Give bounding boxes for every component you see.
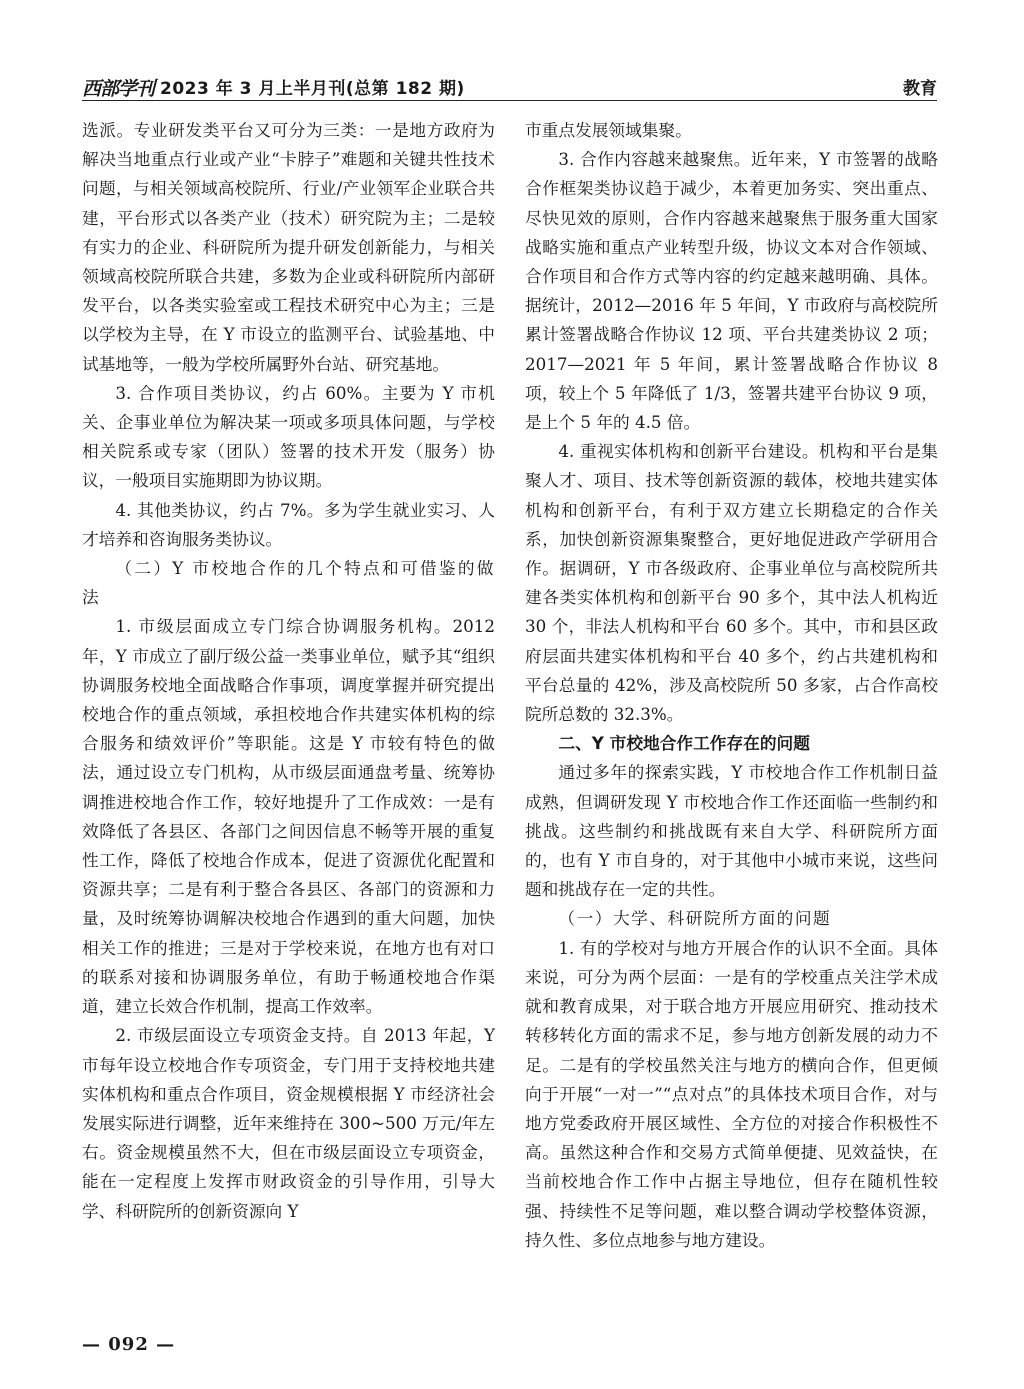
paragraph: 3. 合作内容越来越聚焦。近年来，Y 市签署的战略合作框架类协议趋于减少，本着更加务实、突出重点、尽快见效的原则，合作内容越来越聚焦于服务重大国家战略实施和重点产业转型升级，协议文本对合作领域、合作项目和合作方式等内容的约定越来越明确、具体。据统计，2012—2016 年 5 年间，Y 市政府与高校院所累计签署战略合作协议 12 项、平台共建类协议 2 项；2017—2021 年 5 年间，累计签署战略合作协议 8 项，较上个 5 年降低了 1/3，签署共建平台协议 9 项，是上个 5 年的 4.5 倍。: [525, 149, 938, 433]
page-number: — 092 —: [82, 1334, 176, 1355]
paragraph: 通过多年的探索实践，Y 市校地合作工作机制日益成熟，但调研发现 Y 市校地合作工作还面临一些制约和挑战。这些制约和挑战既有来自大学、科研院所方面的，也有 Y 市自身的，对于其他中小城市来说，这些问题和挑战存在一定的共性。: [525, 762, 938, 900]
paragraph: 1. 有的学校对与地方开展合作的认识不全面。具体来说，可分为两个层面：一是有的学校重点关注学术成就和教育成果，对于联合地方开展应用研究、推动技术转移转化方面的需求不足，参与地方创新发展的动力不足。二是有的学校虽然关注与地方的横向合作，但更倾向于开展“一对一”“点对点”的具体技术项目合作，对与地方党委政府开展区域性、全方位的对接合作积极性不高。虽然这种合作和交易方式简单便捷、见效益快，在当前校地合作工作中占据主导地位，但存在随机性较强、持续性不足等问题，难以整合调动学校整体资源，持久性、多位点地参与地方建设。: [525, 937, 938, 1250]
header-rule: [82, 100, 937, 101]
paragraph: 市重点发展领域集聚。: [525, 120, 692, 140]
paragraph: 1. 市级层面成立专门综合协调服务机构。2012 年，Y 市成立了副厅级公益一类事业单位，赋予其“组织协调服务校地全面战略合作事项，调度掌握并研究提出校地合作的重点领域，承担校地合作共建实体机构的综合服务和绩效评价”等职能。这是 Y 市较有特色的做法，通过设立专门机构，从市级层面通盘考量、统筹协调推进校地合作工作，较好地提升了工作成效：一是有效降低了各县区、各部门之间因信息不畅等开展的重复性工作，降低了校地合作成本，促进了资源优化配置和资源共享；二是有利于整合各县区、各部门的资源和力量，及时统筹协调解决校地合作遇到的重大问题，加快相关工作的推进；三是对于学校来说，在地方也有对口的联系对接和协调服务单位，有助于畅通校地合作渠道，建立长效合作机制，提高工作效率。: [82, 616, 495, 1017]
section-heading: 二、Y 市校地合作工作存在的问题: [558, 733, 810, 754]
left-column: [82, 116, 495, 1226]
journal-logo: 西部学刊: [82, 78, 155, 100]
page-header: [82, 72, 937, 100]
paragraph: 4. 其他类协议，约占 7%。多为学生就业实习、人才培养和咨询服务类协议。: [82, 499, 495, 549]
paragraph: 选派。专业研发类平台又可分为三类：一是地方政府为解决当地重点行业或产业“卡脖子”难题和关键共性技术问题，与相关领域高校院所、行业/产业领军企业联合共建，平台形式以各类产业（技术）研究院为主；二是较有实力的企业、科研院所为提升研发创新能力，与相关领域高校院所联合共建，多数为企业或科研院所内部研发平台，以各类实验室或工程技术研究中心为主；三是以学校为主导，在 Y 市设立的监测平台、试验基地、中试基地等，一般为学校所属野外台站、研究基地。: [82, 120, 495, 374]
paragraph: 3. 合作项目类协议，约占 60%。主要为 Y 市机关、企事业单位为解决某一项或多项具体问题，与学校相关院系或专家（团队）签署的技术开发（服务）协议，一般项目实施期即为协议期。: [82, 382, 495, 491]
right-column: [525, 116, 938, 1255]
paragraph: 2. 市级层面设立专项资金支持。自 2013 年起，Y 市每年设立校地合作专项资金，专门用于支持校地共建实体机构和重点合作项目，资金规模根据 Y 市经济社会发展实际进行调整，近年来维持在 300~500 万元/年左右。资金规模虽然不大，但在市级层面设立专项资金，能在一定程度上发挥市财政资金的引导作用，引导大学、科研院所的创新资源向 Y: [82, 1025, 495, 1221]
subsection-heading: （二）Y 市校地合作的几个特点和可借鉴的做法: [82, 558, 495, 608]
paragraph: 4. 重视实体机构和创新平台建设。机构和平台是集聚人才、项目、技术等创新资源的载体，校地共建实体机构和创新平台，有利于双方建立长期稳定的合作关系，加快创新资源集聚整合，更好地促进政产学研用合作。据调研，Y 市各级政府、企事业单位与高校院所共建各类实体机构和创新平台 90 多个，其中法人机构近 30 个，非法人机构和平台 60 多个。其中，市和县区政府层面共建实体机构和平台 40 多个，约占共建机构和平台总量的 42%，涉及高校院所 50 多家，占合作高校院所总数的 32.3%。: [525, 441, 938, 725]
subsection-heading: （一）大学、科研院所方面的问题: [558, 908, 832, 929]
issue-info: 2023 年 3 月上半月刊(总第 182 期): [160, 79, 465, 99]
section-name: 教育: [903, 79, 937, 99]
